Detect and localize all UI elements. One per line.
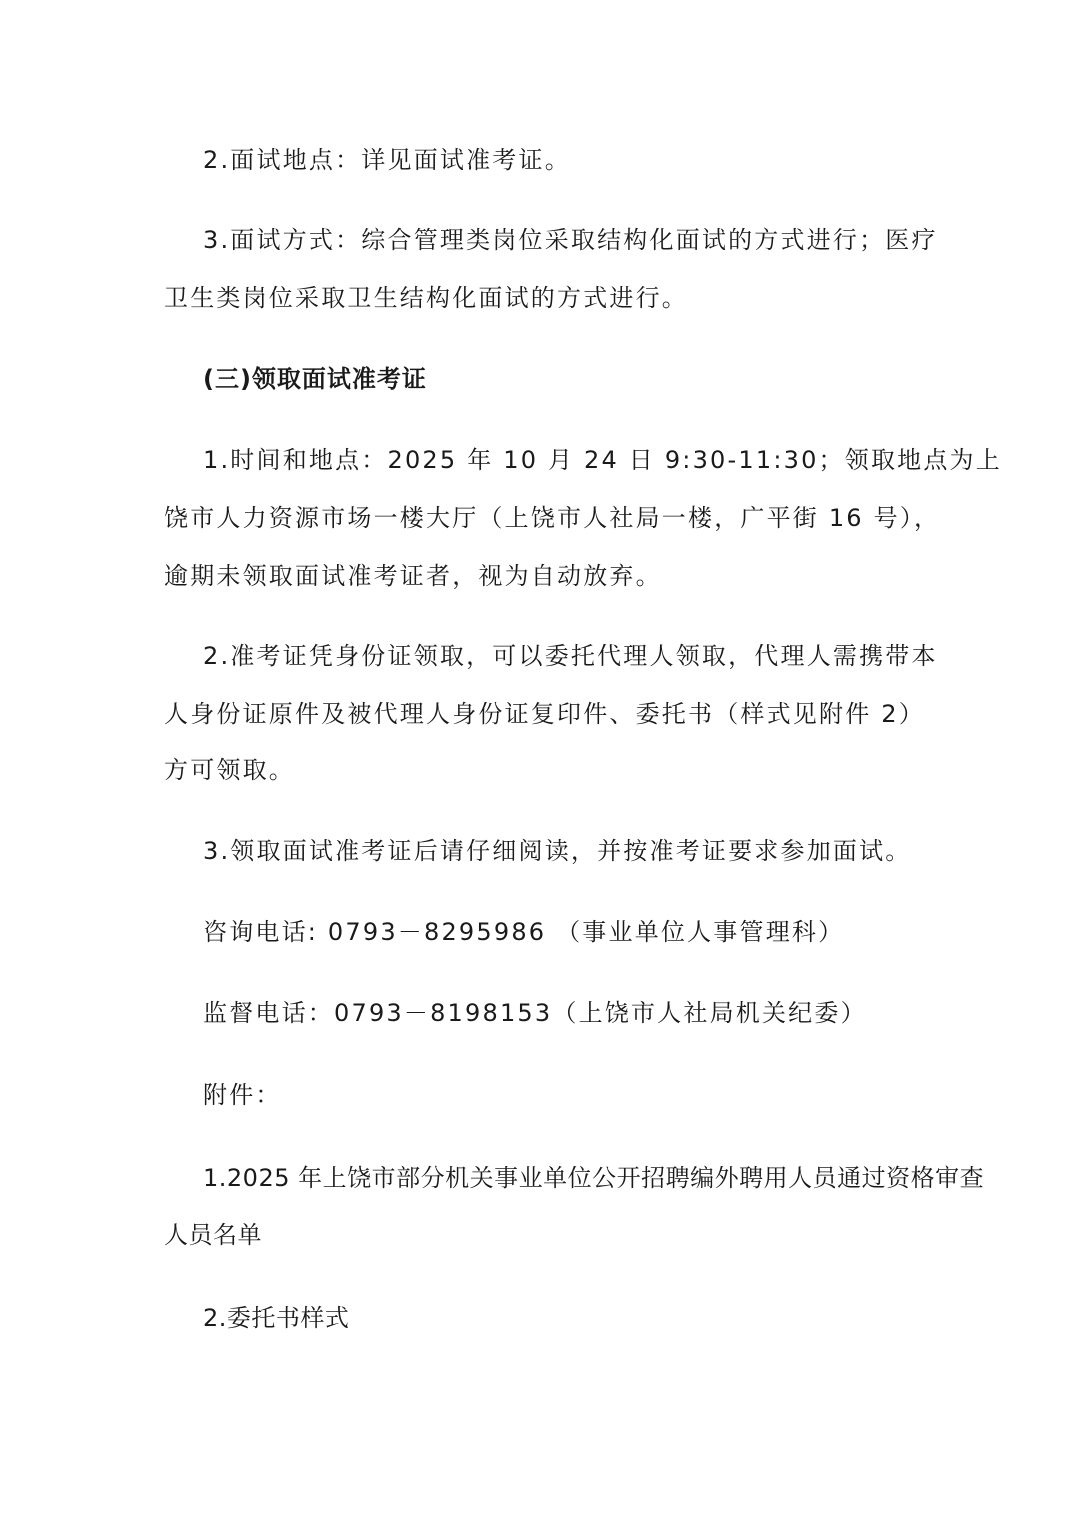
id-card-line-3: 方可领取。 (164, 756, 295, 784)
interview-location-paragraph: 2.面试地点：详见面试准考证。 (203, 146, 571, 174)
pickup-time-line-1: 1.时间和地点：2025 年 10 月 24 日 9:30-11:30；领取地点为上 (203, 446, 1002, 474)
supervise-phone: 监督电话：0793－8198153（上饶市人社局机关纪委） (203, 999, 867, 1027)
interview-method-line-2: 卫生类岗位采取卫生结构化面试的方式进行。 (164, 284, 688, 312)
pickup-time-line-2: 饶市人力资源市场一楼大厅（上饶市人社局一楼，广平街 16 号）， (164, 504, 941, 532)
attachment-2: 2.委托书样式 (203, 1304, 350, 1332)
id-card-line-1: 2.准考证凭身份证领取，可以委托代理人领取，代理人需携带本 (203, 642, 938, 670)
section-heading: (三)领取面试准考证 (203, 365, 427, 393)
pickup-time-line-3: 逾期未领取面试准考证者，视为自动放弃。 (164, 562, 662, 590)
id-card-line-2: 人身份证原件及被代理人身份证复印件、委托书（样式见附件 2） (164, 700, 925, 728)
attachment-1-line-1: 1.2025 年上饶市部分机关事业单位公开招聘编外聘用人员通过资格审查 (203, 1164, 985, 1192)
read-carefully-paragraph: 3.领取面试准考证后请仔细阅读，并按准考证要求参加面试。 (203, 837, 912, 865)
attachments-label: 附件： (203, 1081, 282, 1109)
consult-phone: 咨询电话: 0793－8295986 （事业单位人事管理科） (203, 918, 845, 946)
attachment-1-line-2: 人员名单 (164, 1221, 262, 1249)
interview-method-line-1: 3.面试方式：综合管理类岗位采取结构化面试的方式进行；医疗 (203, 226, 938, 254)
